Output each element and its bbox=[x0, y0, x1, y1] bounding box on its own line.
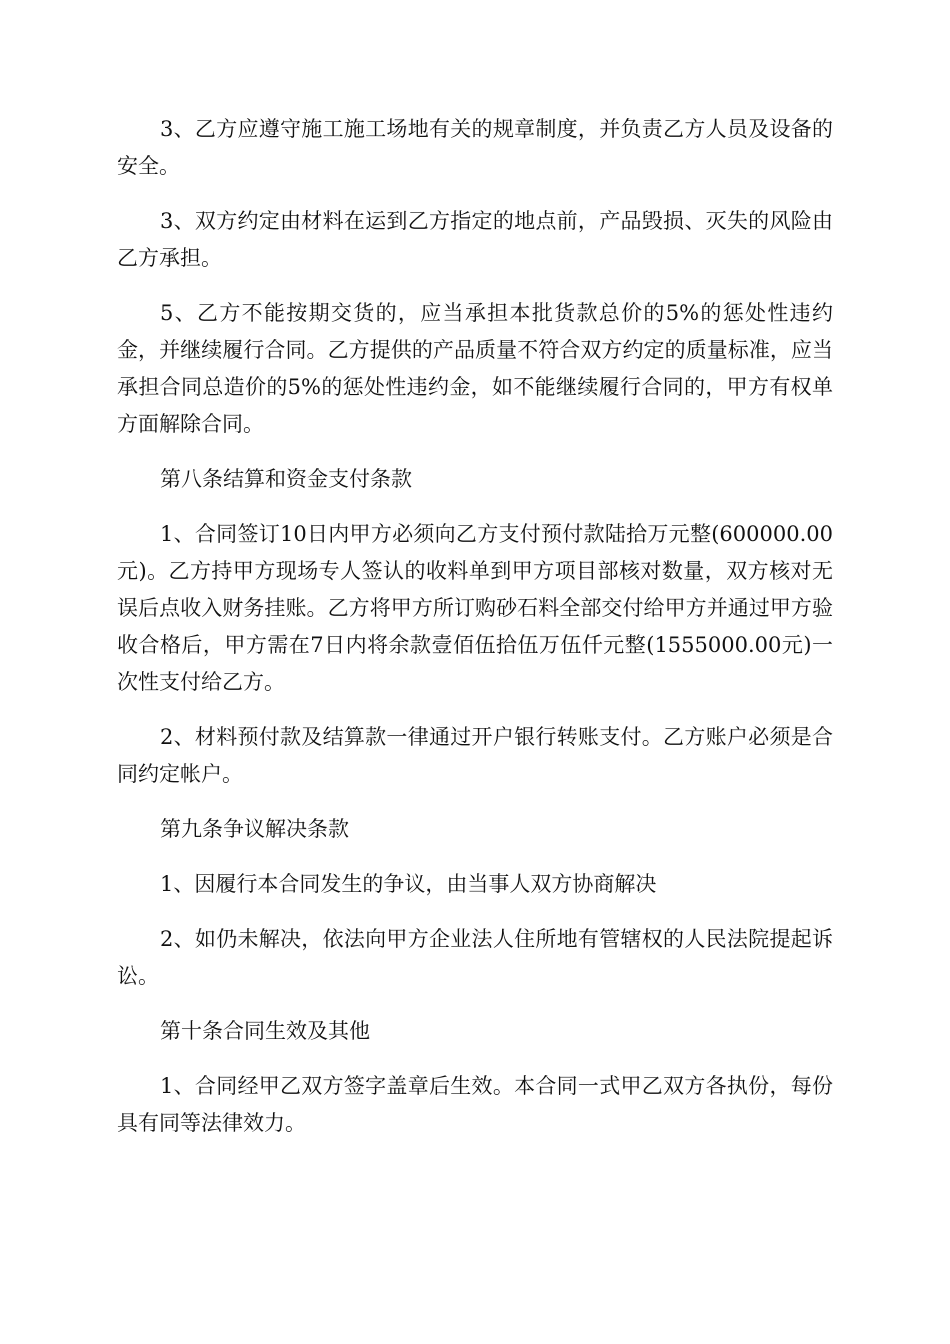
section-heading-effectiveness: 第十条合同生效及其他 bbox=[160, 1019, 370, 1043]
clause-risk: 3、双方约定由材料在运到乙方指定的地点前，产品毁损、灭失的风险由乙方承担。 bbox=[117, 209, 833, 270]
clause-penalty: 5、乙方不能按期交货的，应当承担本批货款总价的5%的惩处性违约金，并继续履行合同。乙方提供的产品质量不符合双方约定的质量标准，应当承担合同总造价的5%的惩处性违约金，如不能继续履行合同的，甲方有权单方面解除合同。 bbox=[117, 301, 833, 436]
clause-litigation: 2、如仍未解决，依法向甲方企业法人住所地有管辖权的人民法院提起诉讼。 bbox=[117, 927, 833, 988]
section-heading-settlement: 第八条结算和资金支付条款 bbox=[160, 467, 412, 491]
clause-bank-transfer: 2、材料预付款及结算款一律通过开户银行转账支付。乙方账户必须是合同约定帐户。 bbox=[117, 725, 833, 786]
clause-safety: 3、乙方应遵守施工施工场地有关的规章制度，并负责乙方人员及设备的安全。 bbox=[117, 117, 833, 178]
document-page bbox=[117, 111, 833, 1160]
section-heading-dispute: 第九条争议解决条款 bbox=[160, 817, 349, 841]
clause-effectiveness: 1、合同经甲乙双方签字盖章后生效。本合同一式甲乙双方各执份，每份具有同等法律效力。 bbox=[117, 1074, 833, 1135]
clause-negotiation: 1、因履行本合同发生的争议，由当事人双方协商解决 bbox=[160, 872, 657, 896]
clause-prepayment: 1、合同签订10日内甲方必须向乙方支付预付款陆拾万元整(600000.00元)。乙方持甲方现场专人签认的收料单到甲方项目部核对数量，双方核对无误后点收入财务挂账。乙方将甲方所订购砂石料全部交付给甲方并通过甲方验收合格后，甲方需在7日内将余款壹佰伍拾伍万伍仟元整(1555000.00元)一次性支付给乙方。 bbox=[117, 522, 833, 694]
